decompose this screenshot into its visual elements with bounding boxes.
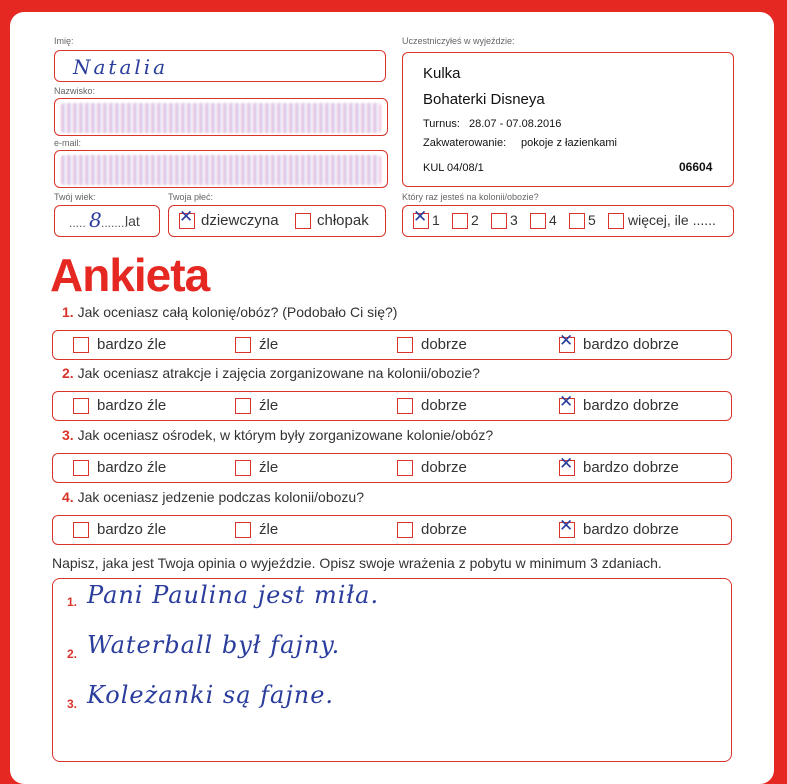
age-dots-before: .....	[69, 216, 86, 230]
times-option-1: 1	[432, 212, 440, 228]
rating-option-label: dobrze	[421, 459, 467, 476]
rating-checkbox[interactable]	[559, 331, 575, 353]
rating-checkbox[interactable]	[235, 460, 251, 476]
rating-option-label: bardzo źle	[97, 459, 167, 476]
page-title: Ankieta	[50, 249, 210, 301]
lodging-value: pokoje z łazienkami	[521, 137, 617, 149]
email-redaction	[61, 155, 381, 185]
rating-option-label: źle	[259, 459, 279, 476]
surname-redaction	[61, 103, 381, 133]
gender-label: Twoja płeć:	[168, 192, 214, 202]
check-mark-icon: ✕	[413, 207, 428, 227]
times-checkbox-1[interactable]	[413, 207, 429, 229]
times-checkbox-3[interactable]	[491, 213, 507, 229]
check-mark-icon: ✕	[559, 454, 574, 474]
survey-sheet	[10, 12, 774, 784]
age-field[interactable]	[54, 205, 160, 237]
rating-option-label: źle	[259, 336, 279, 353]
opinion-textarea[interactable]	[52, 578, 732, 762]
rating-checkbox[interactable]	[235, 398, 251, 414]
participant-line1: Kulka	[423, 65, 461, 82]
times-option-more: więcej, ile ......	[628, 212, 716, 228]
rating-checkbox[interactable]	[397, 337, 413, 353]
name-field[interactable]	[54, 50, 386, 82]
rating-checkbox[interactable]	[397, 398, 413, 414]
opinion-line-2: Waterball był fajny.	[87, 631, 341, 659]
opinion-number-3: 3.	[67, 697, 78, 711]
question-number: 1.	[62, 304, 74, 320]
times-checkbox-2[interactable]	[452, 213, 468, 229]
times-checkbox-4[interactable]	[530, 213, 546, 229]
rating-option-label: źle	[259, 521, 279, 538]
check-mark-icon: ✕	[179, 207, 194, 227]
opinion-prompt: Napisz, jaka jest Twoja opinia o wyjeździe. Opisz swoje wrażenia z pobytu w minimum 3 zdaniach.	[52, 555, 662, 571]
rating-checkbox[interactable]	[235, 522, 251, 538]
rating-checkbox[interactable]	[73, 522, 89, 538]
times-option-4: 4	[549, 212, 557, 228]
question-2	[62, 365, 480, 381]
participant-line2: Bohaterki Disneya	[423, 91, 545, 108]
question-4	[62, 489, 364, 505]
participant-label: Uczestniczyłeś w wyjeździe:	[402, 36, 515, 46]
rating-option-label: dobrze	[421, 336, 467, 353]
trip-code: KUL 04/08/1	[423, 162, 484, 174]
rating-checkbox[interactable]	[559, 454, 575, 476]
opinion-line-3: Koleżanki są fajne.	[87, 681, 335, 709]
question-text: Jak oceniasz jedzenie podczas kolonii/obozu?	[77, 489, 364, 505]
email-field[interactable]	[54, 150, 388, 188]
check-mark-icon: ✕	[559, 331, 574, 351]
times-field	[402, 205, 734, 237]
question-1	[62, 304, 397, 320]
gender-option-girl: dziewczyna	[201, 212, 279, 229]
times-option-5: 5	[588, 212, 596, 228]
email-label: e-mail:	[54, 138, 82, 148]
surname-label: Nazwisko:	[54, 86, 96, 96]
surname-field[interactable]	[54, 98, 388, 136]
rating-checkbox[interactable]	[235, 337, 251, 353]
age-value: 8	[89, 208, 102, 232]
gender-checkbox-girl[interactable]	[179, 207, 195, 229]
rating-row-3	[52, 453, 732, 483]
rating-option-label: bardzo źle	[97, 336, 167, 353]
rating-row-4	[52, 515, 732, 545]
gender-checkbox-boy[interactable]	[295, 213, 311, 229]
gender-option-boy: chłopak	[317, 212, 369, 229]
question-number: 2.	[62, 365, 74, 381]
rating-option-label: źle	[259, 397, 279, 414]
question-number: 4.	[62, 489, 74, 505]
question-text: Jak oceniasz atrakcje i zajęcia zorganizowane na kolonii/obozie?	[77, 365, 480, 381]
turnus-value: 28.07 - 07.08.2016	[469, 118, 562, 130]
check-mark-icon: ✕	[559, 392, 574, 412]
question-3	[62, 427, 493, 443]
rating-option-label: bardzo dobrze	[583, 459, 679, 476]
age-dots-after: ........	[101, 216, 128, 230]
times-checkbox-5[interactable]	[569, 213, 585, 229]
gender-field	[168, 205, 386, 237]
rating-option-label: bardzo źle	[97, 521, 167, 538]
opinion-line-1: Pani Paulina jest miła.	[87, 581, 380, 609]
question-text: Jak oceniasz ośrodek, w którym były zorganizowane kolonie/obóz?	[77, 427, 494, 443]
rating-option-label: bardzo źle	[97, 397, 167, 414]
opinion-number-2: 2.	[67, 647, 78, 661]
times-label: Który raz jesteś na kolonii/obozie?	[402, 192, 539, 202]
lodging-label: Zakwaterowanie:	[423, 137, 507, 149]
rating-checkbox[interactable]	[73, 460, 89, 476]
question-number: 3.	[62, 427, 74, 443]
rating-checkbox[interactable]	[559, 392, 575, 414]
rating-checkbox[interactable]	[73, 337, 89, 353]
rating-option-label: bardzo dobrze	[583, 336, 679, 353]
times-checkbox-more[interactable]	[608, 213, 624, 229]
rating-option-label: dobrze	[421, 397, 467, 414]
rating-checkbox[interactable]	[397, 522, 413, 538]
age-label: Twój wiek:	[54, 192, 96, 202]
question-text: Jak oceniasz całą kolonię/obóz? (Podobało Ci się?)	[77, 304, 398, 320]
name-value: Natalia	[73, 55, 169, 79]
rating-option-label: dobrze	[421, 521, 467, 538]
times-option-2: 2	[471, 212, 479, 228]
form-number: 06604	[679, 160, 713, 174]
rating-row-1	[52, 330, 732, 360]
opinion-number-1: 1.	[67, 595, 78, 609]
age-unit: lat	[125, 213, 140, 229]
turnus-label: Turnus:	[423, 118, 460, 130]
rating-checkbox[interactable]	[397, 460, 413, 476]
rating-checkbox[interactable]	[559, 516, 575, 538]
rating-row-2	[52, 391, 732, 421]
times-option-3: 3	[510, 212, 518, 228]
rating-option-label: bardzo dobrze	[583, 521, 679, 538]
participant-box	[402, 52, 734, 187]
rating-checkbox[interactable]	[73, 398, 89, 414]
check-mark-icon: ✕	[559, 516, 574, 536]
rating-option-label: bardzo dobrze	[583, 397, 679, 414]
name-label: Imię:	[54, 36, 74, 46]
